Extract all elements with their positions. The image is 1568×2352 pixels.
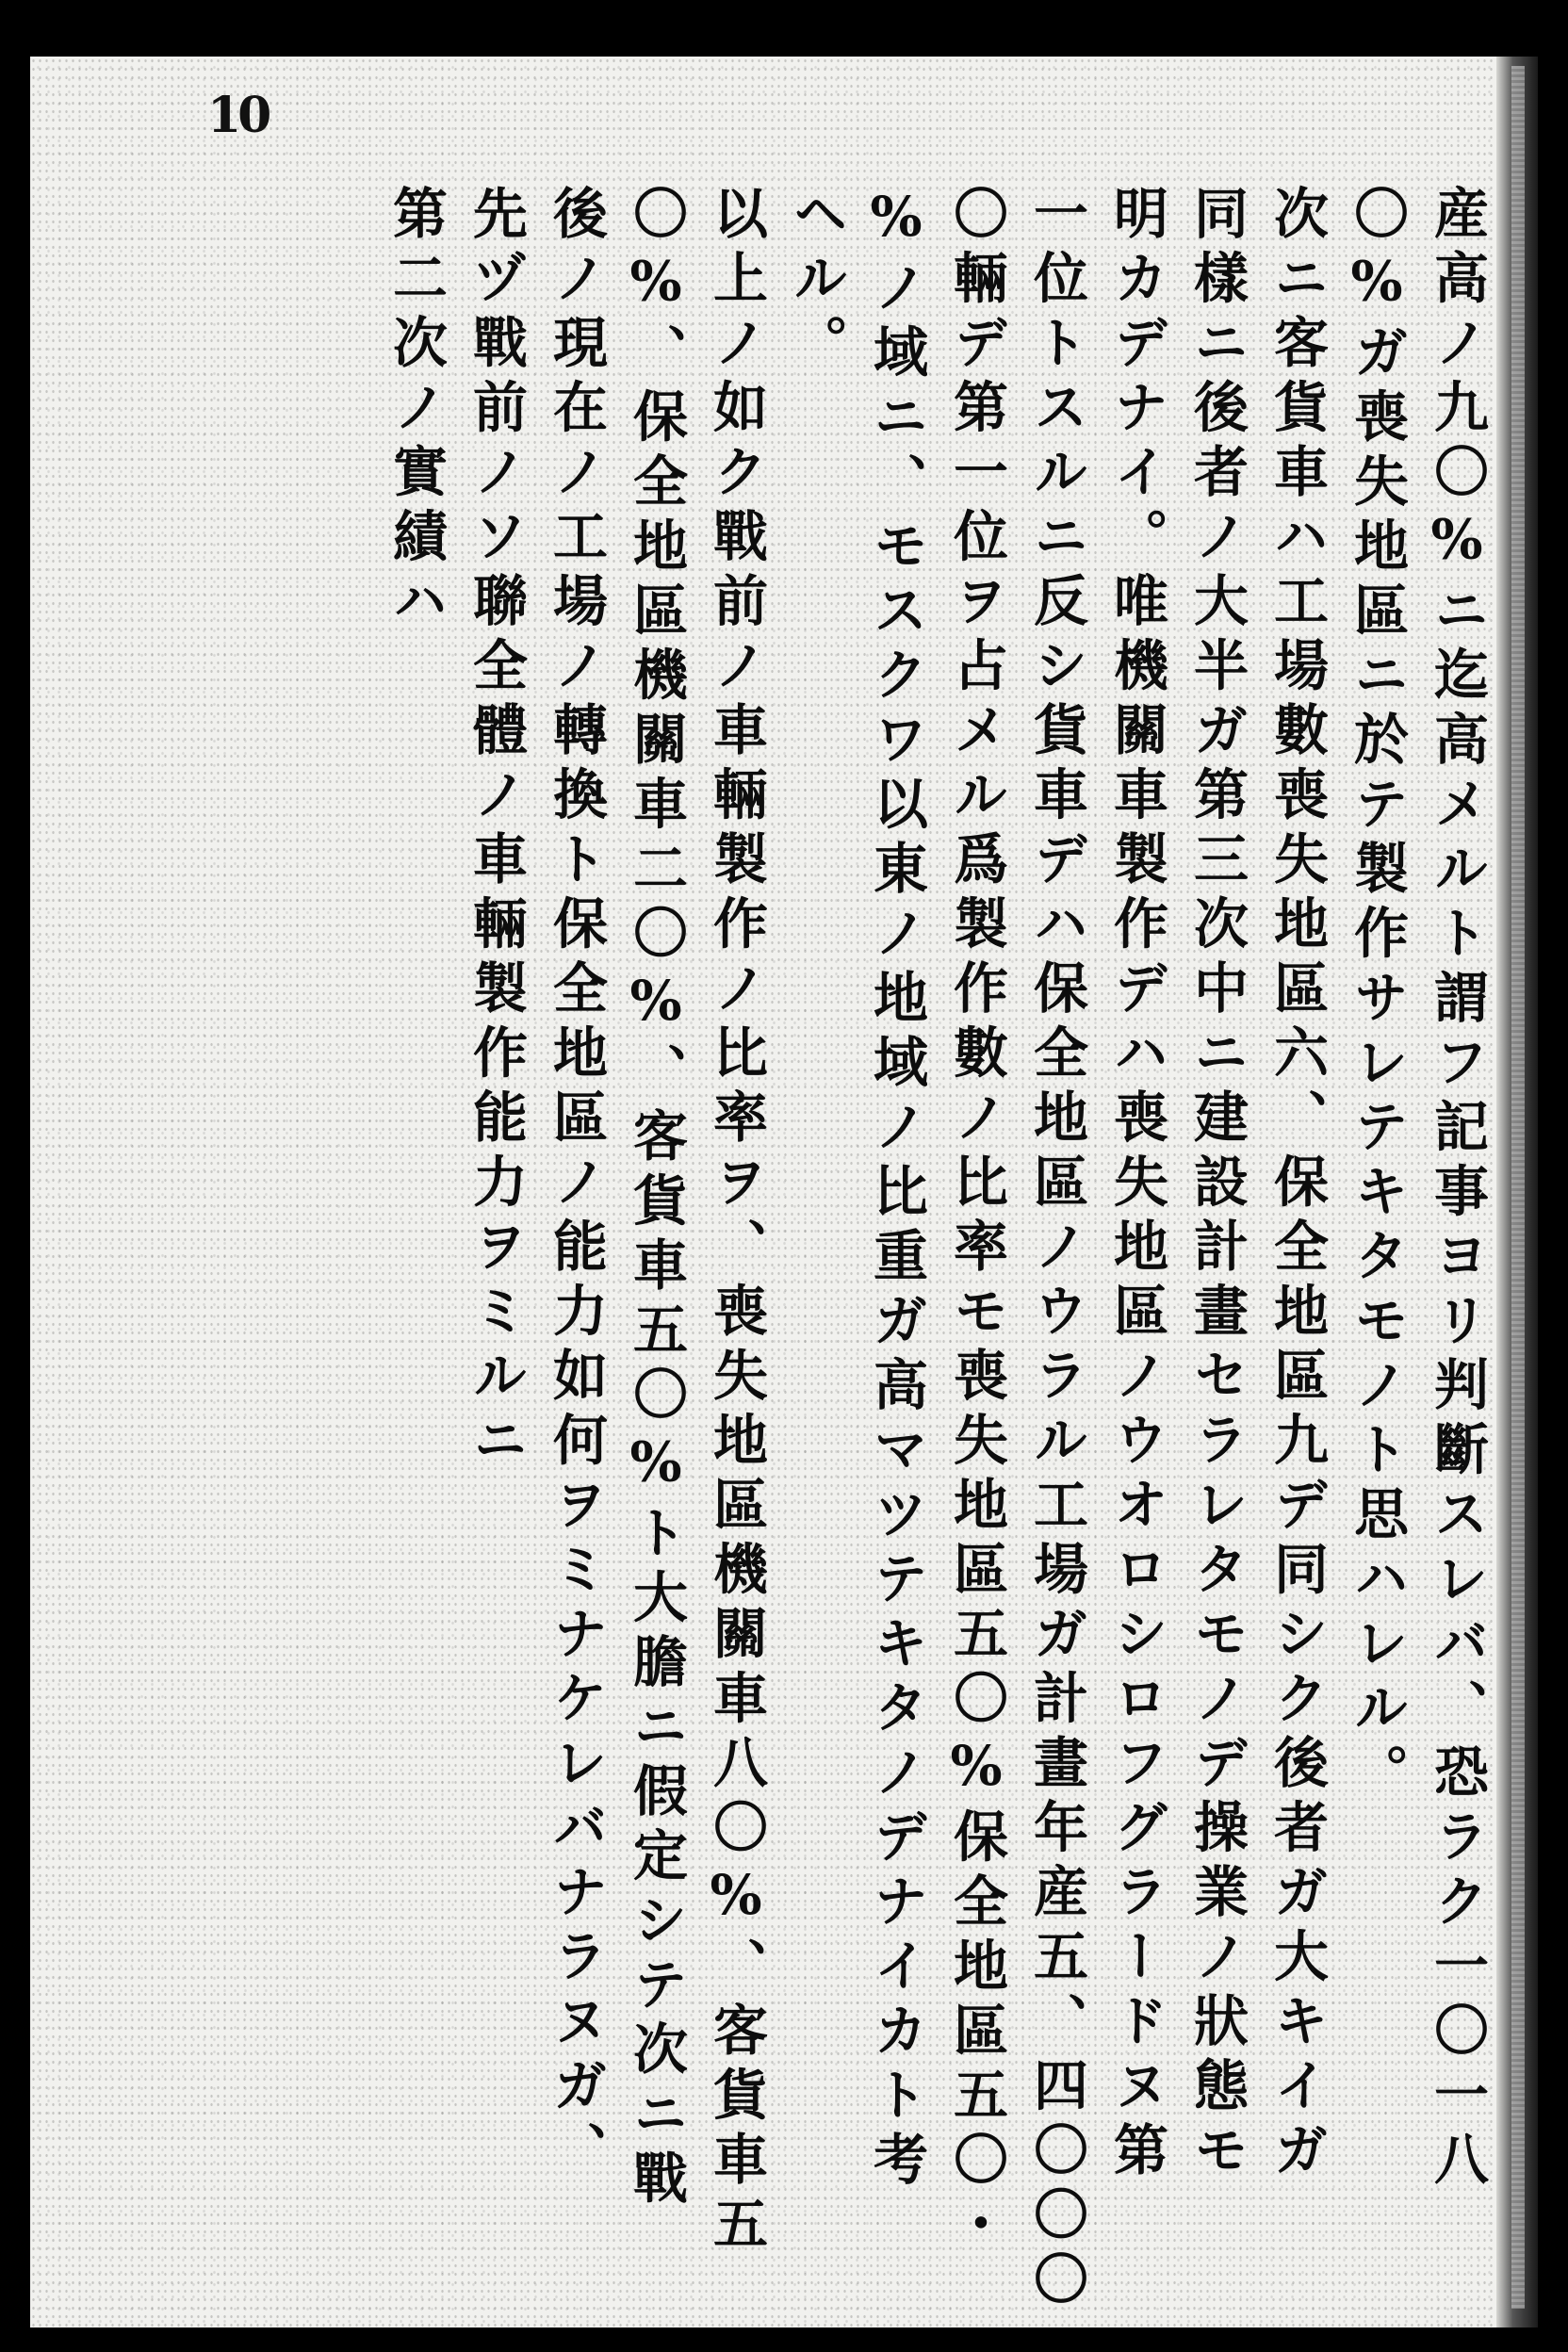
text-column: 一位トスルニ反シ貨車デハ保全地區ノウラル工場ガ計畫年産五、四〇〇〇	[1024, 185, 1088, 2315]
text-column: ヘル。	[784, 185, 848, 379]
text-column: 〇%ガ喪失地區ニ於テ製作サレテキタモノト思ハレル。	[1345, 185, 1409, 1808]
text-column: %ノ域ニ、モスクワ以東ノ地域ノ比重ガ高マツテキタノデナイカト考	[864, 185, 928, 2196]
binding-strip	[1511, 66, 1525, 2309]
text-column: 明カデナイ。唯機關車製作デハ喪失地區ノウオロシロフグラードヌ第	[1104, 185, 1168, 2186]
text-column: 産高ノ九〇%ニ迄高メルト謂フ記事ヨリ判斷スレバ、恐ラク一〇一八	[1425, 185, 1489, 2196]
text-column: 第二次ノ實績ハ	[384, 185, 448, 637]
vertical-text-body	[375, 185, 1496, 2315]
text-column: 〇%、保全地區機關車二〇%、客貨車五〇%ト大膽ニ假定シテ次ニ戰	[624, 185, 688, 2214]
text-column: 〇輛デ第一位ヲ占メル爲製作數ノ比率モ喪失地區五〇%保全地區五〇・	[944, 185, 1008, 2260]
text-column: 次ニ客貨車ハ工場數喪失地區六、保全地區九デ同シク後者ガ大キイガ	[1265, 185, 1329, 2186]
text-column: 同樣ニ後者ノ大半ガ第三次中ニ建設計畫セラレタモノデ操業ノ狀態モ	[1184, 185, 1249, 2186]
text-column: 先ヅ戰前ノソ聯全體ノ車輛製作能力ヲミルニ	[464, 185, 528, 1476]
text-column: 以上ノ如ク戰前ノ車輛製作ノ比率ヲ、喪失地區機關車八〇%、客貨車五	[704, 185, 768, 2260]
page-number: 10	[207, 87, 269, 144]
text-column: 後ノ現在ノ工場ノ轉換ト保全地區ノ能力如何ヲミナケレバナラヌガ、	[544, 185, 608, 2186]
